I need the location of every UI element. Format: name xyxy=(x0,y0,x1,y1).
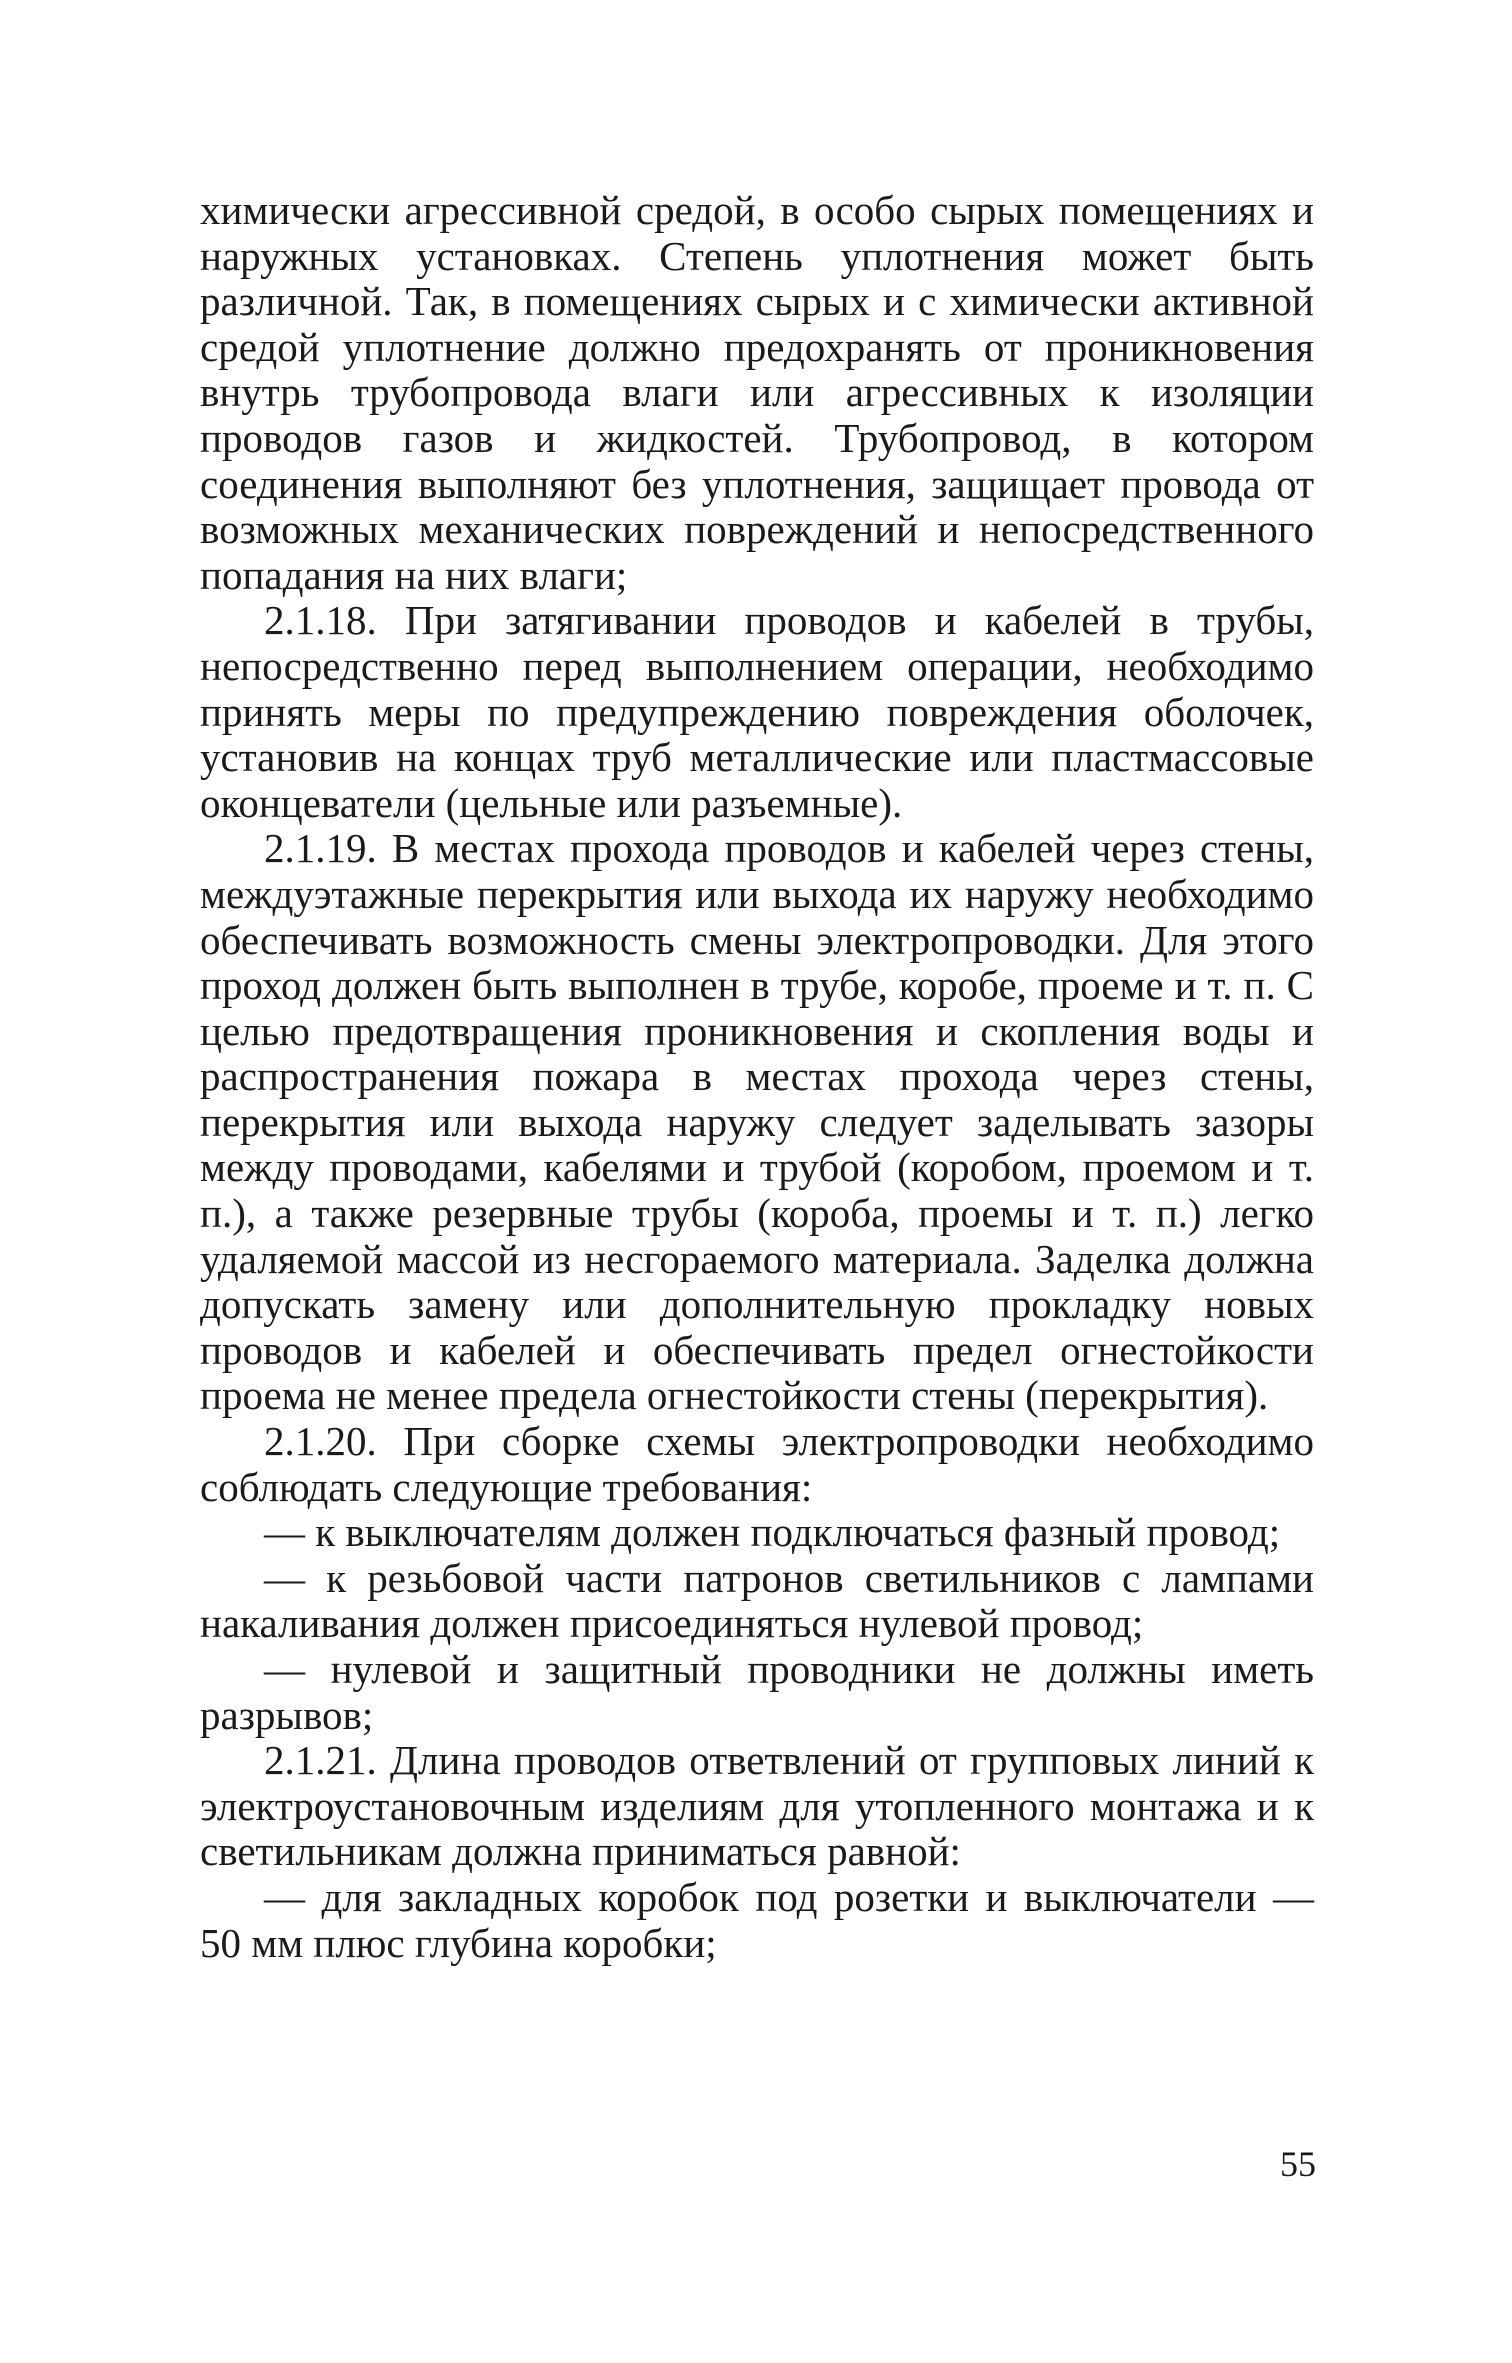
paragraph-2-1-19: 2.1.19. В местах прохода проводов и кабелей через стены, междуэтажные перекрытия или выхода их наружу необходимо обеспечивать возможность смены электропроводки. Для этого проход должен быть выполнен в трубе, коробе, проеме и т. п. С целью предотвращения проникновения и скопления воды и распространения пожара в местах прохода через стены, перекрытия или выхода наружу следует заделывать зазоры между проводами, кабелями и трубой (коробом, проемом и т. п.), а также резервные трубы (короба, проемы и т. п.) легко удаляемой массой из несгораемого материала. Заделка должна допускать замену или дополнительную прокладку новых проводов и кабелей и обеспечивать предел огнестойкости проема не менее предела огнестойкости стены (перекрытия). xyxy=(200,825,1314,1419)
body-text xyxy=(200,188,1314,1966)
paragraph-2-1-18: 2.1.18. При затягивании проводов и кабелей в трубы, непосредственно перед выполнением операции, необходимо принять меры по предупреждению повреждения оболочек, установив на концах труб металлические или пластмассовые оконцеватели (цельные или разъемные). xyxy=(200,597,1314,826)
paragraph-2-1-21: 2.1.21. Длина проводов ответвлений от групповых линий к электроустановочным изделиям для утопленного монтажа и к светильникам должна приниматься равной: xyxy=(200,1737,1314,1875)
list-item-phase-wire: — к выключателям должен подключаться фазный провод; xyxy=(264,1509,1281,1556)
list-item-neutral-wire: — к резьбовой части патронов светильников с лампами накаливания должен присоединяться нулевой провод; xyxy=(200,1554,1314,1647)
list-item-junction-boxes: — для закладных коробок под розетки и выключатели — 50 мм плюс глубина коробки; xyxy=(200,1873,1314,1966)
paragraph-continuation: химически агрессивной средой, в особо сырых помещениях и наружных установках. Степень уплотнения может быть различной. Так, в помещениях сырых и с химически активной средой уплотнение должно предохранять от проникновения внутрь трубопровода влаги или агрессивных к изоляции проводов газов и жидкостей. Трубопровод, в котором соединения выполняют без уплотнения, защищает провода от возможных механических повреждений и непосредственного попадания на них влаги; xyxy=(200,187,1314,598)
page-number: 55 xyxy=(1280,2144,1316,2184)
paragraph-2-1-20: 2.1.20. При сборке схемы электропроводки необходимо соблюдать следующие требования: xyxy=(200,1418,1314,1510)
list-item-no-breaks: — нулевой и защитный проводники не должны иметь разрывов; xyxy=(200,1646,1314,1738)
